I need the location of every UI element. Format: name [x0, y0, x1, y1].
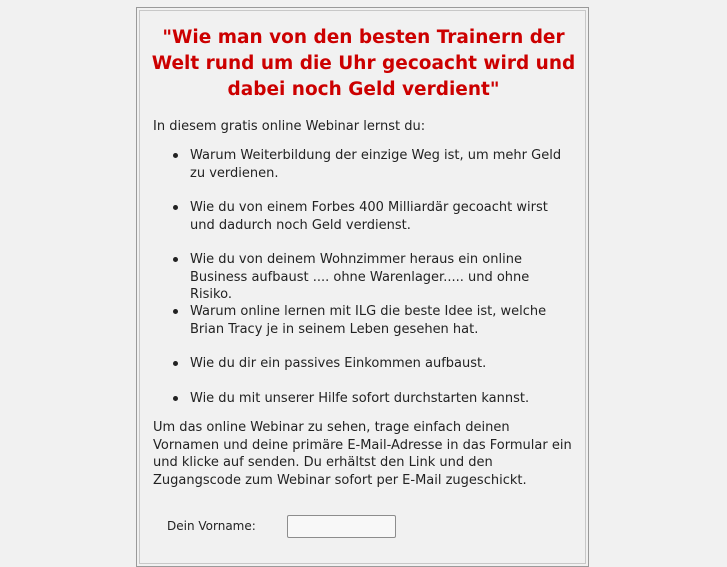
benefit-text: Wie du von deinem Wohnzimmer heraus ein online Business aufbaust .... ohne Warenlager..... und ohne Risiko.	[190, 252, 530, 302]
bullet-icon	[173, 309, 178, 314]
intro-text: In diesem gratis online Webinar lernst du:	[153, 119, 426, 134]
list-item	[153, 251, 573, 302]
content-panel	[136, 7, 589, 567]
benefit-text: Warum Weiterbildung der einzige Weg ist, um mehr Geld zu verdienen.	[190, 148, 562, 181]
bullet-icon	[173, 396, 178, 401]
benefit-text: Warum online lernen mit ILG die beste Idee ist, welche Brian Tracy je in seinem Leben gesehen hat.	[190, 304, 547, 337]
bullet-icon	[173, 205, 178, 210]
firstname-row	[167, 514, 567, 540]
instructions-text: Um das online Webinar zu sehen, trage einfach deinen Vornamen und deine primäre E-Mail-Adresse in das Formular ein und klicke auf senden. Du erhältst den Link und den Zugangscode zum Webinar sofort per E-Mail zugeschickt.	[153, 420, 572, 488]
firstname-input[interactable]	[287, 515, 396, 538]
benefit-text: Wie du dir ein passives Einkommen aufbaust.	[190, 356, 487, 371]
benefit-text: Wie du mit unserer Hilfe sofort durchstarten kannst.	[190, 390, 530, 406]
list-item	[153, 199, 573, 234]
firstname-label: Dein Vorname:	[167, 519, 256, 533]
list-item	[153, 303, 573, 338]
list-item	[153, 147, 573, 182]
bullet-icon	[173, 257, 178, 262]
list-item	[153, 390, 573, 408]
list-item	[153, 355, 573, 373]
benefit-text: Wie du von einem Forbes 400 Milliardär gecoacht wirst und dadurch noch Geld verdienst.	[190, 200, 548, 233]
headline: "Wie man von den besten Trainern der Welt rund um die Uhr gecoacht wird und dabei noch Geld verdient"	[151, 27, 576, 100]
bullet-icon	[173, 361, 178, 366]
bullet-icon	[173, 153, 178, 158]
benefit-list	[153, 147, 573, 424]
